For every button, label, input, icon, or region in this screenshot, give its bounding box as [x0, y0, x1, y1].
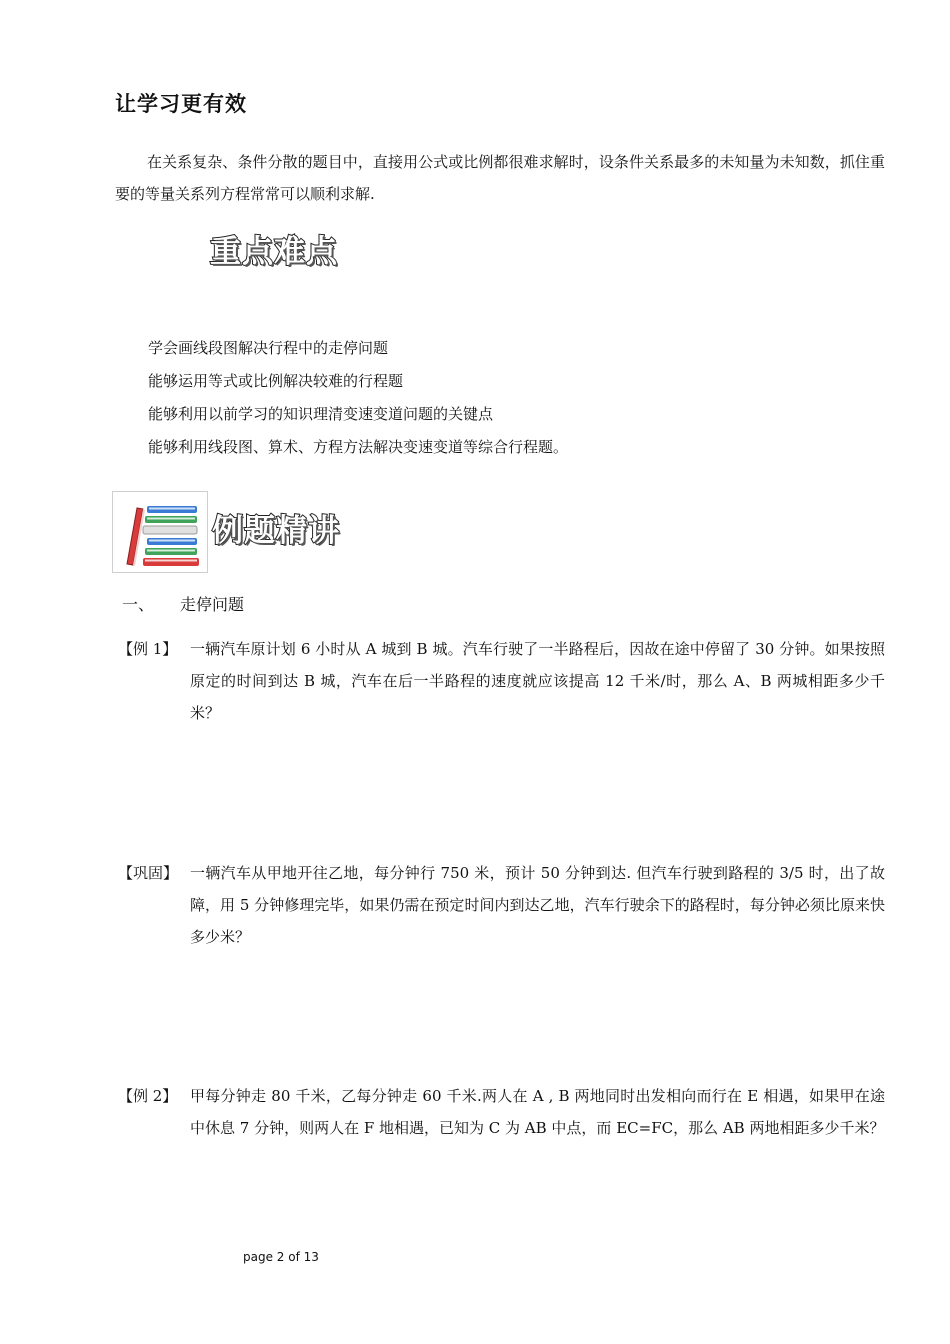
- example-text: 甲每分钟走 80 千米，乙每分钟走 60 千米.两人在 A , B 两地同时出发相向而行在 E 相遇，如果甲在途中休息 7 分钟，则两人在 F 地相遇，已知为 C 为 AB 中点，而 EC=FC，那么 AB 两地相距多少千米？: [190, 1087, 885, 1137]
- example-tag: 【巩固】: [118, 864, 179, 882]
- example-tag: 【例 2】: [118, 1087, 178, 1105]
- goal-item: 学会画线段图解决行程中的走停问题: [148, 339, 389, 357]
- page-title: 让学习更有效: [115, 92, 247, 116]
- banner-key-points: 重点难点: [210, 234, 338, 270]
- example-text: 一辆汽车从甲地开往乙地，每分钟行 750 米，预计 50 分钟到达. 但汽车行驶到路程的 3/5 时，出了故障，用 5 分钟修理完毕，如果仍需在预定时间内到达乙地，汽车行驶余下的路程时，每分钟必须比原来快多少米？: [190, 864, 885, 946]
- section-heading: [122, 592, 244, 615]
- learning-goals: [148, 332, 568, 464]
- goal-item: 能够利用以前学习的知识理清变速变道问题的关键点: [148, 405, 494, 423]
- goal-item: 能够利用线段图、算术、方程方法解决变速变道等综合行程题。: [148, 438, 569, 456]
- intro-paragraph: 在关系复杂、条件分散的题目中，直接用公式或比例都很难求解时，设条件关系最多的未知量为未知数，抓住重要的等量关系列方程常常可以顺利求解.: [115, 153, 885, 203]
- goal-item: 能够运用等式或比例解决较难的行程题: [148, 372, 404, 390]
- banner-examples: 例题精讲: [212, 513, 340, 549]
- section-title: 走停问题: [180, 595, 245, 614]
- example-text: 一辆汽车原计划 6 小时从 A 城到 B 城。汽车行驶了一半路程后，因故在途中停留了 30 分钟。如果按照原定的时间到达 B 城，汽车在后一半路程的速度就应该提高 12 千米/时，那么 A、B 两城相距多少千米？: [190, 640, 885, 722]
- books-icon: [112, 491, 208, 573]
- section-number: 一、: [122, 595, 155, 614]
- example-tag: 【例 1】: [118, 640, 178, 658]
- page-number: page 2 of 13: [243, 1250, 319, 1264]
